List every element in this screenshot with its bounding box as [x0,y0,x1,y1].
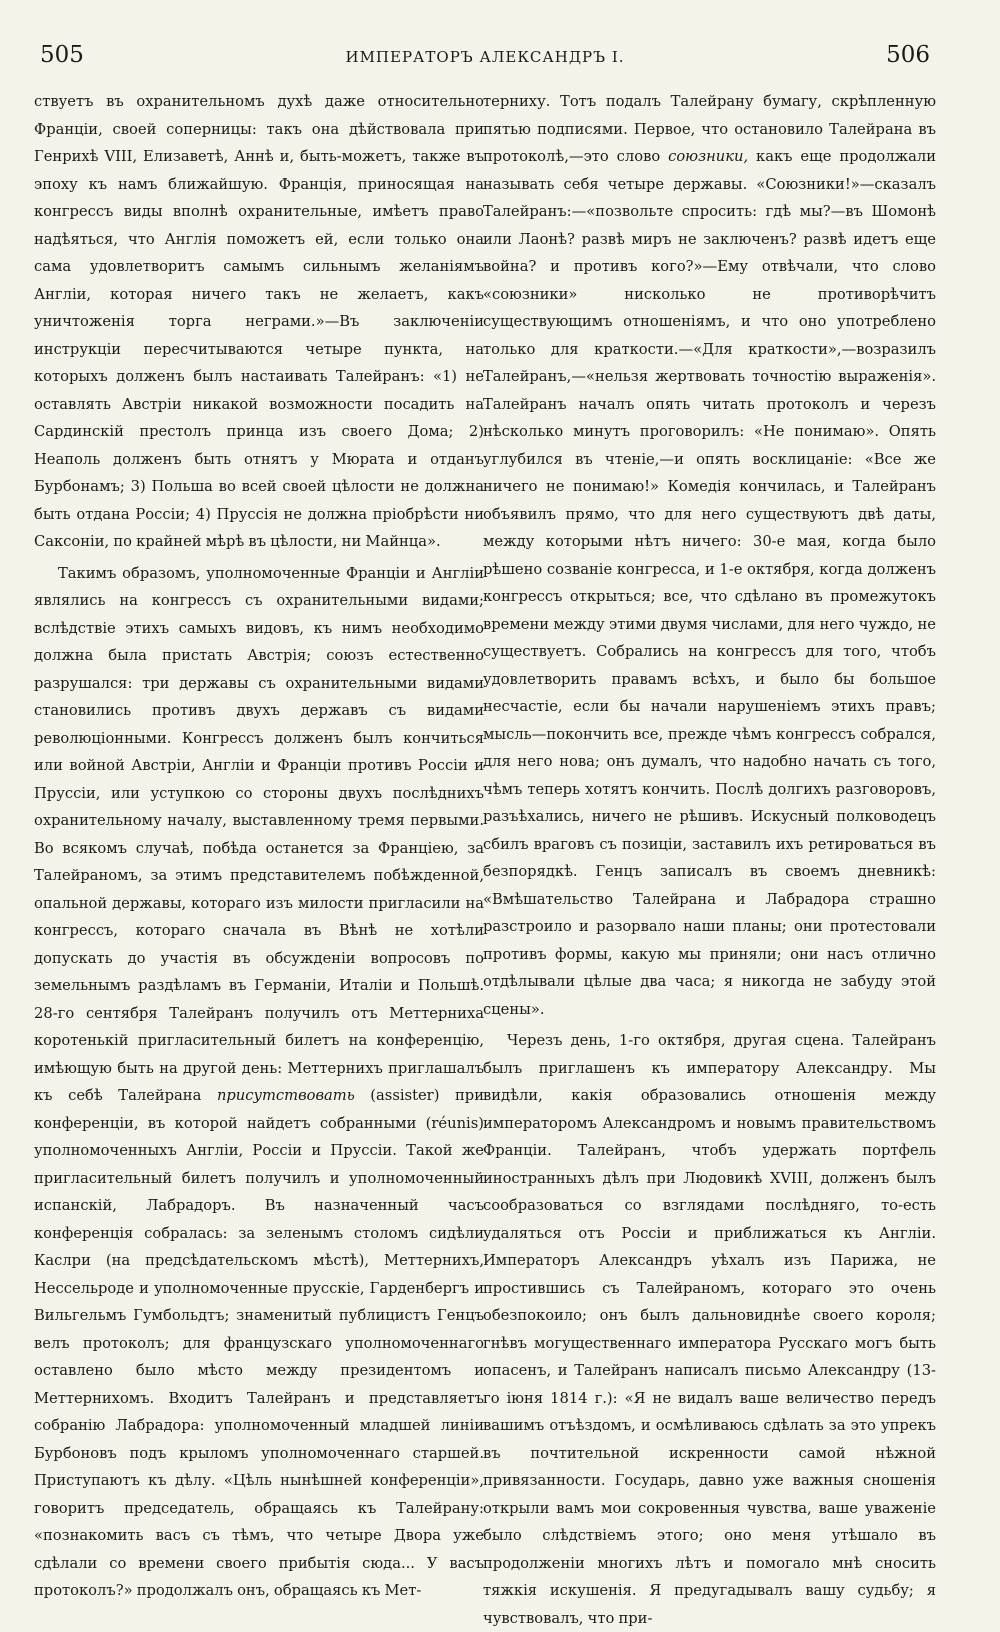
running-title: ИМПЕРАТОРЪ АЛЕКСАНДРЪ I. [345,48,625,66]
paragraph: Черезъ день, 1-го октября, другая сцена. Талейранъ былъ приглашенъ къ императору Александру. Мы видѣли, какія образовались отношенія между императоромъ Александромъ и новымъ правительствомъ Франціи. Талейранъ, чтобъ удержать портфель иностранныхъ дѣлъ при Людовикѣ XVIII, долженъ былъ сообразоваться со взглядами послѣдняго, то-есть удаляться отъ Россіи и приближаться къ Англіи. Императоръ Александръ уѣхалъ изъ Парижа, не простившись съ Талейраномъ, котораго это очень обезпокоило; онъ былъ дальновиднѣе своего короля; гнѣвъ могущественнаго императора Русскаго могъ быть опасенъ, и Талейранъ написалъ письмо Александру (13-го іюня 1814 г.): «Я не видалъ ваше величество передъ вашимъ отъѣздомъ, и осмѣливаюсь сдѣлать за это упрекъ въ почтительной искренности самой нѣжной привязанности. Государь, давно уже важныя сношенія открыли вамъ мои сокровенныя чувства, ваше уваженіе было слѣдствіемъ этого; оно меня утѣшало въ продолженіи многихъ лѣтъ и помогало мнѣ сносить тяжкія искушенія. Я предугадывалъ вашу судьбу; я чувствовалъ, что при- [483,1032,936,1627]
paragraph: Такимъ образомъ, уполномоченные Франціи и Англіи являлись на конгрессъ съ охранительными видами; вслѣдствіе этихъ самыхъ видовъ, къ нимъ необходимо должна была пристать Австрія; союзъ естественно разрушался: три державы съ охранительными видами становились противъ двухъ державъ съ видами революціонными. Конгрессъ долженъ былъ кончиться или войной Австріи, Англіи и Франціи противъ Россіи и Пруссіи, или уступкою со стороны двухъ послѣднихъ охранительному началу, выставленному тремя первыми. Во всякомъ случаѣ, побѣда останется за Франціею, за Талейраномъ, за этимъ представителемъ побѣжденной, опальной державы, котораго изъ милости пригласили на конгрессъ, котораго сначала въ Вѣнѣ не хотѣли допускать до участія въ обсужденіи вопросовъ по земельнымъ раздѣламъ въ Германіи, Италіи и Польшѣ. 28-го сентября Талейранъ получилъ отъ Меттерниха коротенькій пригласительный билетъ на конференцію, имѣющую быть на другой день: Меттернихъ приглашалъ къ себѣ Талейрана присутствовать (assister) при конференціи, въ которой найдетъ собранными (réunis) уполномоченныхъ Англіи, Россіи и Пруссіи. Такой же пригласительный билетъ получилъ и уполномоченный испанскій, Лабрадоръ. Въ назначенный часъ конференція собралась: за зеленымъ столомъ сидѣли Каслри (на предсѣдательскомъ мѣстѣ), Меттернихъ, Нессельроде и уполномоченные прусскіе, Гарденбергъ и Вильгельмъ Гумбольдтъ; знаменитый публицистъ Генцъ велъ протоколъ; для французскаго уполномоченнаго оставлено было мѣсто между президентомъ и Меттернихомъ. Входитъ Талейранъ и представляетъ собранію Лабрадора: уполномоченный младшей линіи Бурбоновъ подъ крыломъ уполномоченнаго старшей. Приступаютъ къ дѣлу. «Цѣль нынѣшней конференціи», говоритъ председатель, обращаясь къ Талейрану: «познакомить васъ съ тѣмъ, что четыре Двора уже сдѣлали со времени своего прибытія сюда... У васъ протоколъ?» продолжалъ онъ, обращаясь къ Мет- [34,564,484,1599]
italic-term: союзники, [668,148,749,165]
italic-term: присутствовать [216,1087,355,1104]
paragraph: терниху. Тотъ подалъ Талейрану бумагу, скрѣпленную пятью подписями. Первое, что остановило Талейрана въ протоколѣ,—это слово союзники, какъ еще продолжали называть себя четыре державы. «Союзники!»—сказалъ Талейранъ:—«позвольте спросить: гдѣ мы?—въ Шомонѣ или Лаонѣ? развѣ миръ не заключенъ? развѣ идетъ еще война? и противъ кого?»—Ему отвѣчали, что слово «союзники» нисколько не противорѣчитъ существующимъ отношеніямъ, и что оно употреблено только для краткости.—«Для краткости»,—возразилъ Талейранъ,—«нельзя жертвовать точностію выраженія». Талейранъ началъ опять читать протоколъ и черезъ нѣсколько минутъ проговорилъ: «Не понимаю». Опять углубился въ чтеніе,—и опять восклицаніе: «Все же ничего не понимаю!» Комедія кончилась, и Талейранъ объявилъ прямо, что для него существуютъ двѣ даты, между которыми нѣтъ ничего: 30-е мая, когда было рѣшено созваніе конгресса, и 1-е октября, когда долженъ конгрессъ открыться; все, что сдѣлано въ промежутокъ времени между этими двумя числами, для него чуждо, не существуетъ. Собрались на конгрессъ для того, чтобъ удовлетворить правамъ всѣхъ, и было бы большое несчастіе, если бы начали нарушеніемъ этихъ правъ; мысль—покончить все, прежде чѣмъ конгрессъ собрался, для него нова; онъ думалъ, что надобно начать съ того, чѣмъ теперь хотятъ кончить. Послѣ долгихъ разговоровъ, разъѣхались, ничего не рѣшивъ. Искусный полководецъ сбилъ враговъ съ позиціи, заставилъ ихъ ретироваться въ безпорядкѣ. Генцъ записалъ въ своемъ дневникѣ: «Вмѣшательство Талейрана и Лабрадора страшно разстроило и разорвало наши планы; они протестовали противъ формы, какую мы приняли; они насъ отлично отдѣлывали цѣлые два часа; я никогда не забуду этой сцены». [483,93,936,1018]
paragraph: ствуетъ въ охранительномъ духѣ даже относительно Франціи, своей соперницы: такъ она дѣйствовала при Генрихѣ VIII, Елизаветѣ, Аннѣ и, быть-можетъ, также въ эпоху къ намъ ближайшую. Франція, приносящая на конгрессъ виды вполнѣ охранительные, имѣетъ право надѣяться, что Англія поможетъ ей, если только она сама удовлетворитъ самымъ сильнымъ желаніямъ Англіи, которая ничего такъ не желаетъ, какъ уничтоженія торга неграми.»—Въ заключеніи инструкціи пересчитываются четыре пункта, на которыхъ долженъ былъ настаивать Талейранъ: «1) не оставлять Австріи никакой возможности посадить на Сардинскій престолъ принца изъ своего Дома; 2) Неаполь долженъ быть отнятъ у Мюрата и отданъ Бурбонамъ; 3) Польша во всей своей цѣлости не должна быть отдана Россіи; 4) Пруссія не должна пріобрѣсти ни Саксоніи, по крайней мѣрѣ въ цѣлости, ни Майнца». [34,93,484,550]
right-page-number: 506 [886,42,930,68]
left-column [34,88,484,1605]
right-column [483,88,936,1632]
left-page-number: 505 [40,42,84,68]
page-header [40,42,930,82]
